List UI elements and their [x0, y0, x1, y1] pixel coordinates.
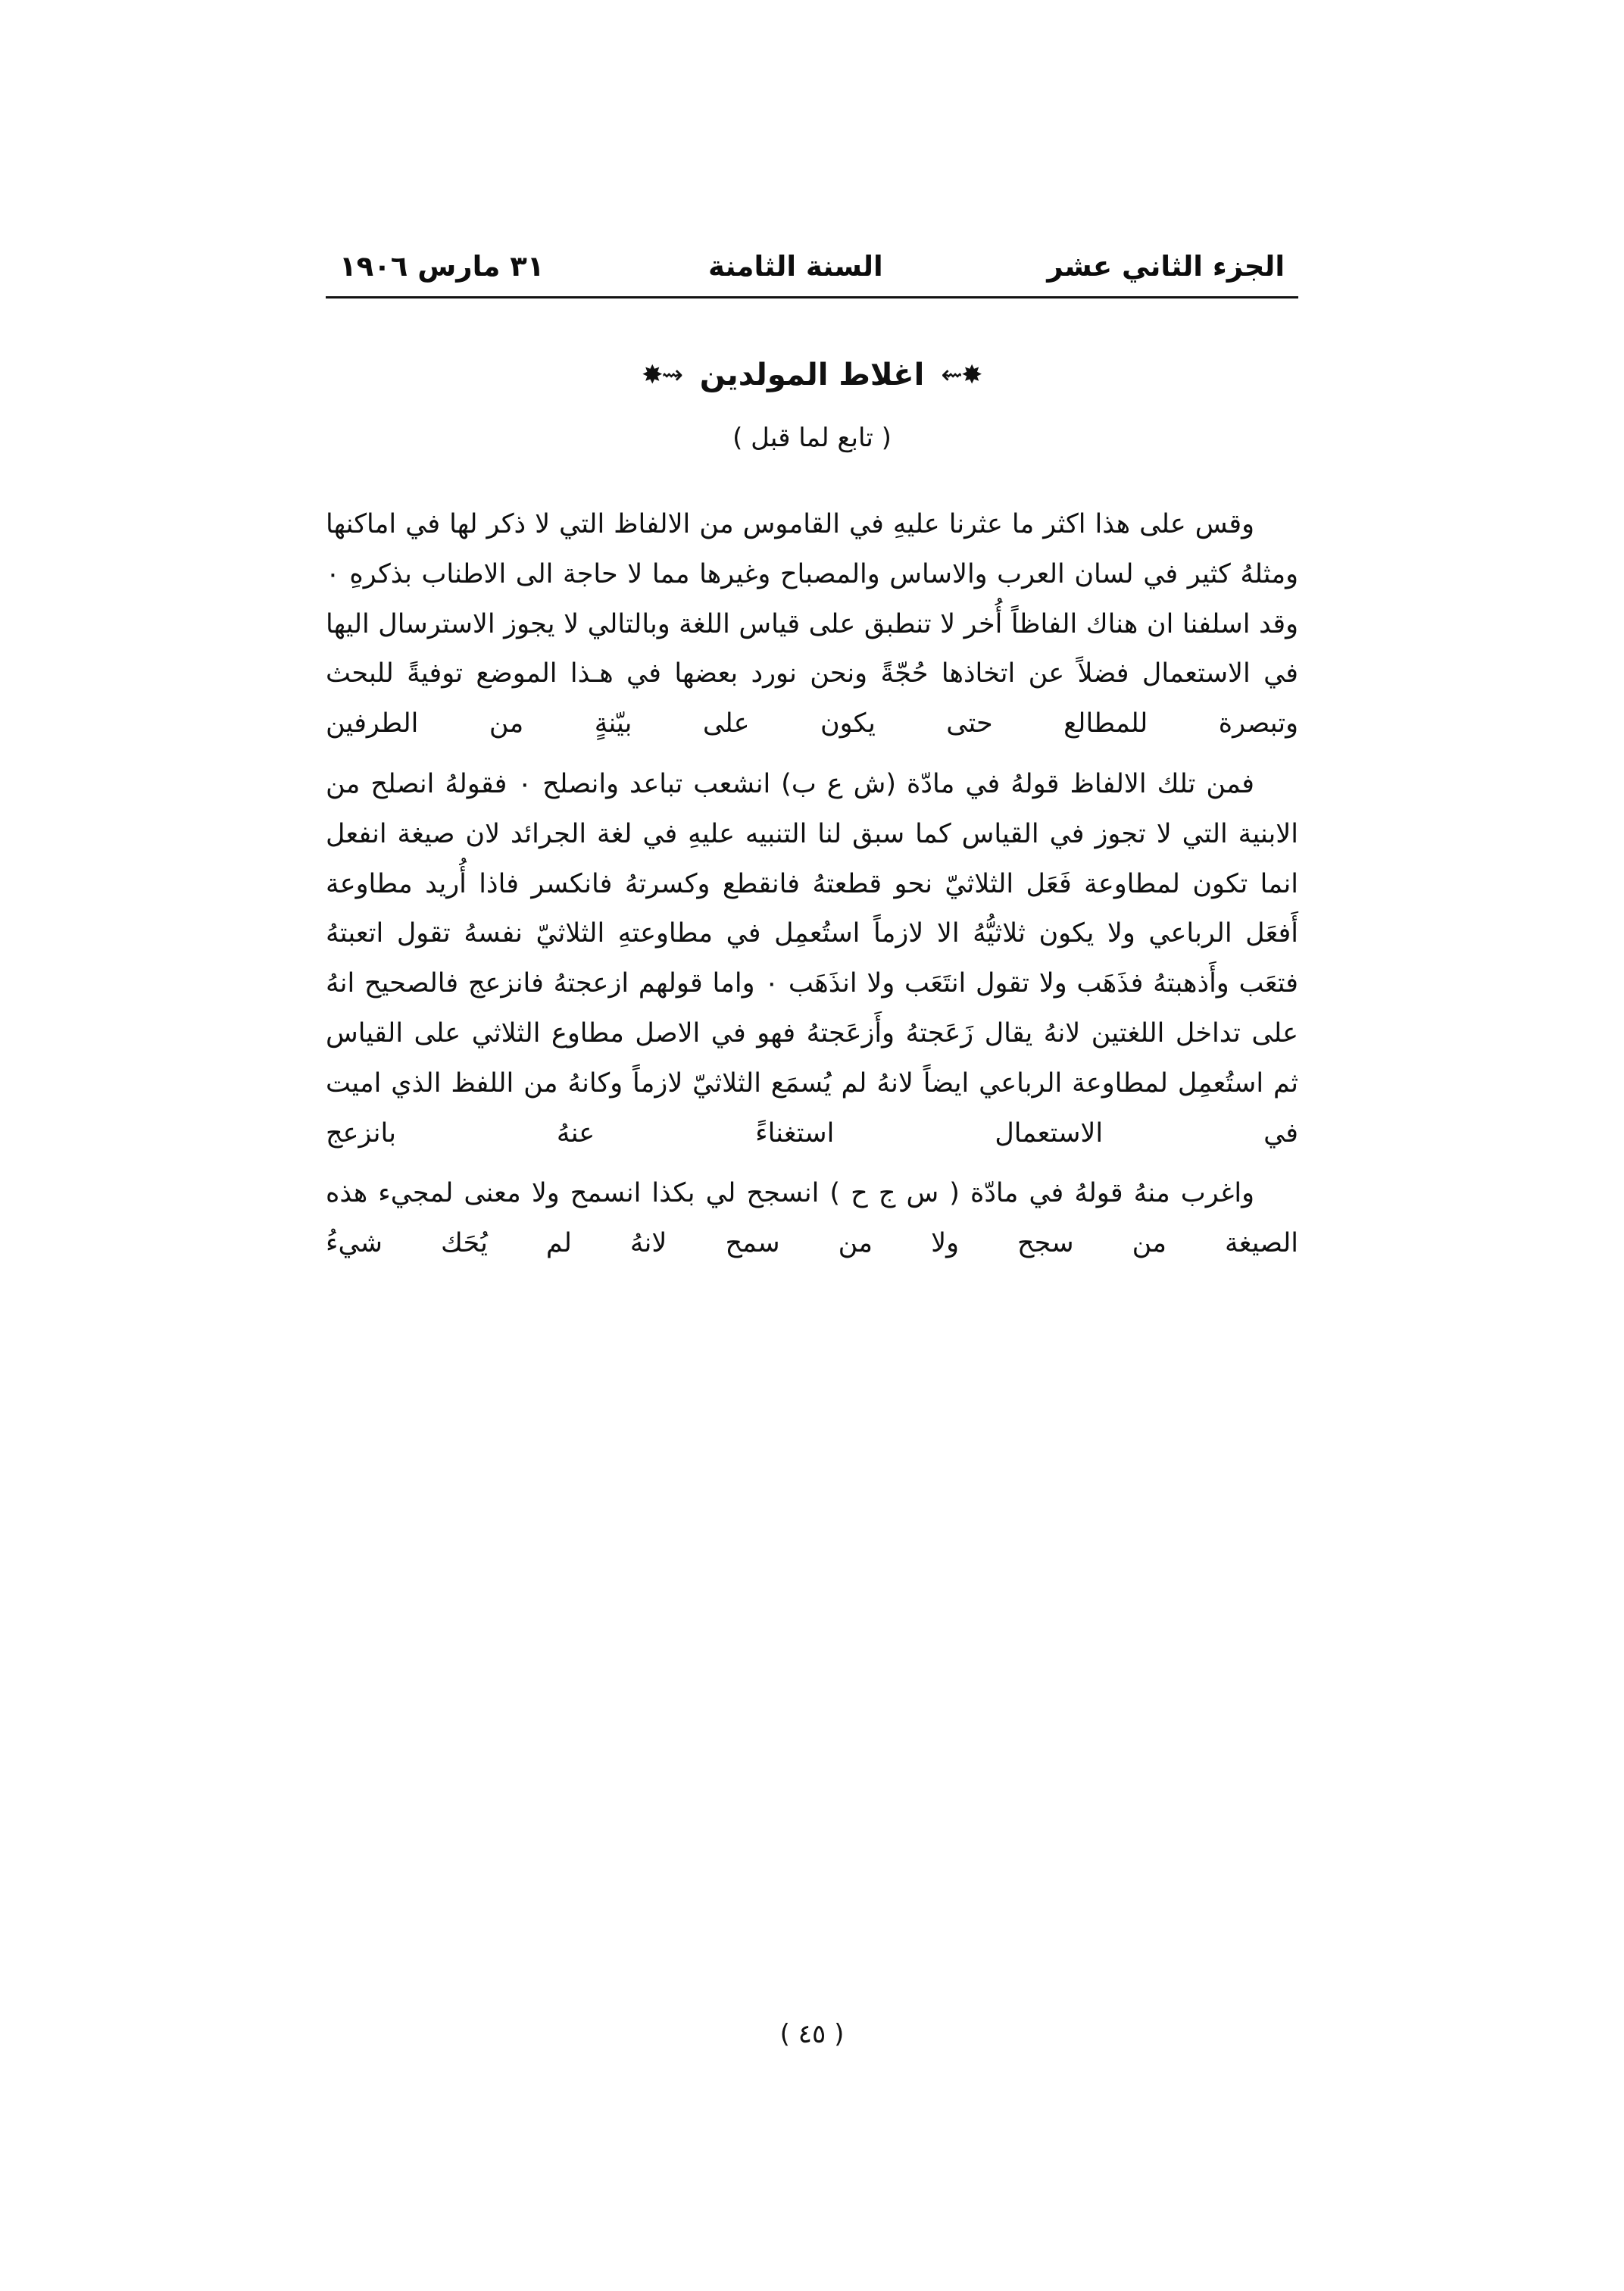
paragraph: واغرب منهُ قولهُ في مادّة ( س ج ح ) انسجح لي بكذا انسمح ولا معنى لمجيء هذه الصيغة من سجح ولا من سمح لانهُ لم يُحَك شيءُ — [326, 1178, 1298, 1259]
article-body — [326, 500, 1298, 1269]
ornament-left-icon: ✸⇜ — [642, 360, 683, 390]
masthead-volume: الجزء الثاني عشر — [1047, 250, 1285, 283]
masthead-divider — [326, 296, 1298, 298]
article-title-row — [326, 358, 1298, 392]
masthead-year: السنة الثامنة — [708, 250, 883, 283]
article-subtitle: ( تابع لما قبل ) — [732, 423, 892, 453]
paragraph: وقس على هذا اكثر ما عثرنا عليهِ في القاموس من الالفاظ التي لا ذكر لها في اماكنها ومثلهُ كثير في لسان العرب والاساس والمصباح وغيرها مما لا حاجة الى الاطناب بذكرهِ ۰ وقد اسلفنا ان هناك الفاظاً أُخر لا تنطبق على قياس اللغة وبالتالي لا يجوز الاسترسال اليها في الاستعمال فضلاً عن اتخاذها حُجّةً ونحن نورد بعضها في هـذا الموضع توفيةً للبحث وتبصرة للمطالع حتى يكون على بيّنةٍ من الطرفين — [326, 509, 1298, 739]
ornament-right-icon: ✸⇜ — [941, 360, 982, 390]
masthead-date: ٣١ مارس ١٩٠٦ — [339, 250, 545, 283]
page-title: اغلاط المولدين — [699, 358, 925, 392]
page-content — [326, 250, 1298, 1280]
page-number: ( ٤٥ ) — [779, 2019, 845, 2049]
masthead — [326, 250, 1298, 283]
paragraph: فمن تلك الالفاظ قولهُ في مادّة (ش ع ب) انشعب تباعد وانصلح ۰ فقولهُ انصلح من الابنية التي لا تجوز في القياس كما سبق لنا التنبيه عليهِ في لغة الجرائد لان صيغة انفعل انما تكون لمطاوعة فَعَل الثلاثيّ نحو قطعتهُ فانقطع وكسرتهُ فانكسر فاذا أُريد مطاوعة أَفعَل الرباعي ولا يكون ثلاثيُّهُ الا لازماً استُعمِل في مطاوعتهِ الثلاثيّ نفسهُ تقول اتعبتهُ فتعَب وأَذهبتهُ فذَهَب ولا تقول انتَعَب ولا انذَهَب ۰ واما قولهم ازعجتهُ فانزعج فالصحيح انهُ على تداخل اللغتين لانهُ يقال زَعَجتهُ وأَزعَجتهُ فهو في الاصل مطاوع الثلاثي على القياس ثم استُعمِل لمطاوعة الرباعي ايضاً لانهُ لم يُسمَع الثلاثيّ لازماً وكانهُ من اللفظ الذي اميت في الاستعمال استغناءً عنهُ بانزعج — [326, 768, 1299, 1149]
